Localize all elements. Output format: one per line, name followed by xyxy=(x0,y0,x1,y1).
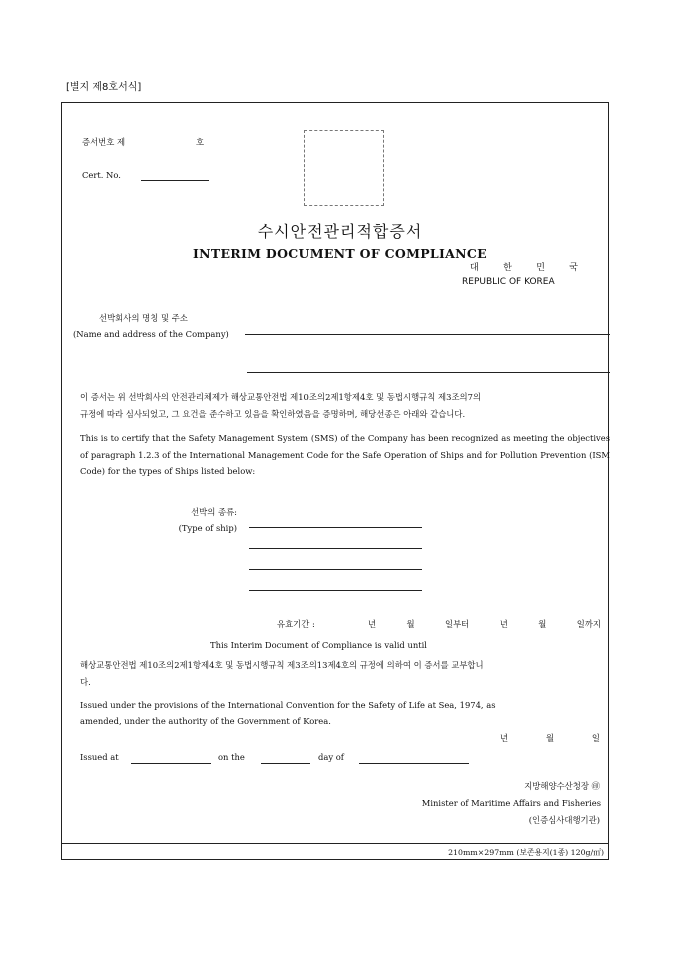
issued-english-line: amended, under the authority of the Government of Korea. xyxy=(80,716,331,726)
certify-text-english: This is to certify that the Safety Management System (SMS) of the Company has been recognized as meeting the objectives of paragraph 1.2.3 of the International Management Code for the Safe Operation of Ships and for Pollution Prevention (ISM Code) for the types of Ships listed below: xyxy=(80,433,610,476)
validity-label: 유효기간 : xyxy=(277,619,315,629)
certify-korean-line: 규정에 따라 심사되었고, 그 요건을 준수하고 있음을 확인하였음을 증명하며, 해당선종은 아래와 같습니다. xyxy=(80,408,466,419)
issued-at-label: Issued at xyxy=(80,752,119,762)
issue-date-korean xyxy=(500,732,600,745)
title-korean: 수시안전관리적합증서 xyxy=(257,222,423,241)
ship-type-field[interactable] xyxy=(249,527,422,528)
ship-type-label-korean: 선박의 종류: xyxy=(191,507,237,517)
validity-part: 년 xyxy=(368,619,377,629)
issued-korean-line: 다. xyxy=(80,676,91,687)
certify-text-korean xyxy=(80,389,610,422)
photo-placeholder xyxy=(304,130,384,206)
issued-english-line: Issued under the provisions of the International Convention for the Safety of Life at Sea, 1974, as xyxy=(80,700,496,710)
republic-korean xyxy=(470,260,578,273)
signatory-korean xyxy=(524,780,600,793)
day-field[interactable] xyxy=(261,763,310,764)
validity-part: 년 xyxy=(499,619,508,629)
republic-char: 국 xyxy=(569,263,578,273)
cert-number-suffix: 호 xyxy=(196,137,205,147)
seal-mark: ㊞ xyxy=(591,781,600,791)
cert-no-field[interactable] xyxy=(141,180,209,181)
company-name-field[interactable] xyxy=(245,334,610,335)
footer-divider xyxy=(61,843,609,844)
date-part: 년 xyxy=(500,733,509,743)
validity-part: 일부터 xyxy=(445,619,470,629)
on-the-label: on the xyxy=(218,752,245,762)
cert-no-label: Cert. No. xyxy=(82,170,121,180)
certificate-frame xyxy=(61,102,609,860)
ship-type-field[interactable] xyxy=(249,569,422,570)
republic-char: 한 xyxy=(503,263,512,273)
issued-at-field[interactable] xyxy=(131,763,211,764)
day-of-label: day of xyxy=(318,752,344,762)
signatory-english: Minister of Maritime Affairs and Fisheries xyxy=(421,798,601,808)
validity-part: 월 xyxy=(406,619,415,629)
ship-type-label-english: (Type of ship) xyxy=(178,523,237,533)
certify-korean-line: 이 증서는 위 선박회사의 안전관리체제가 해상교통안전법 제10조의2제1항제4호 및 동법시행규칙 제3조의7의 xyxy=(80,392,482,402)
issued-korean-line: 해상교통안전법 제10조의2제1항제4호 및 동법시행규칙 제3조의13제4호의 규정에 의하여 이 증서를 교부합니 xyxy=(80,660,484,670)
date-part: 일 xyxy=(591,733,600,743)
company-label-english: (Name and address of the Company) xyxy=(73,329,229,339)
form-number-label: [별지 제8호서식] xyxy=(66,82,142,93)
ship-type-field[interactable] xyxy=(249,590,422,591)
month-year-field[interactable] xyxy=(359,763,469,764)
issued-text-english xyxy=(80,697,610,729)
validity-english: This Interim Document of Compliance is valid until xyxy=(210,640,427,650)
republic-char: 민 xyxy=(536,263,545,273)
validity-part: 일까지 xyxy=(576,619,601,629)
company-address-field[interactable] xyxy=(247,372,610,373)
republic-english: REPUBLIC OF KOREA xyxy=(462,277,555,287)
republic-char: 대 xyxy=(470,263,479,273)
validity-part: 월 xyxy=(538,619,547,629)
ship-type-field[interactable] xyxy=(249,548,422,549)
issued-text-korean xyxy=(80,657,610,690)
date-part: 월 xyxy=(545,733,555,743)
validity-period xyxy=(368,618,601,631)
title-english: INTERIM DOCUMENT OF COMPLIANCE xyxy=(193,246,487,261)
company-label-korean: 선박회사의 명칭 및 주소 xyxy=(99,313,188,323)
paper-spec-footer: 210mm×297mm (보존용지(1종) 120g/㎡) xyxy=(448,848,604,857)
signatory-title: 지방해양수산청장 xyxy=(524,781,589,791)
signatory-agency: (인증심사대행기관) xyxy=(528,815,600,825)
cert-number-prefix: 증서번호 제 xyxy=(82,137,126,147)
